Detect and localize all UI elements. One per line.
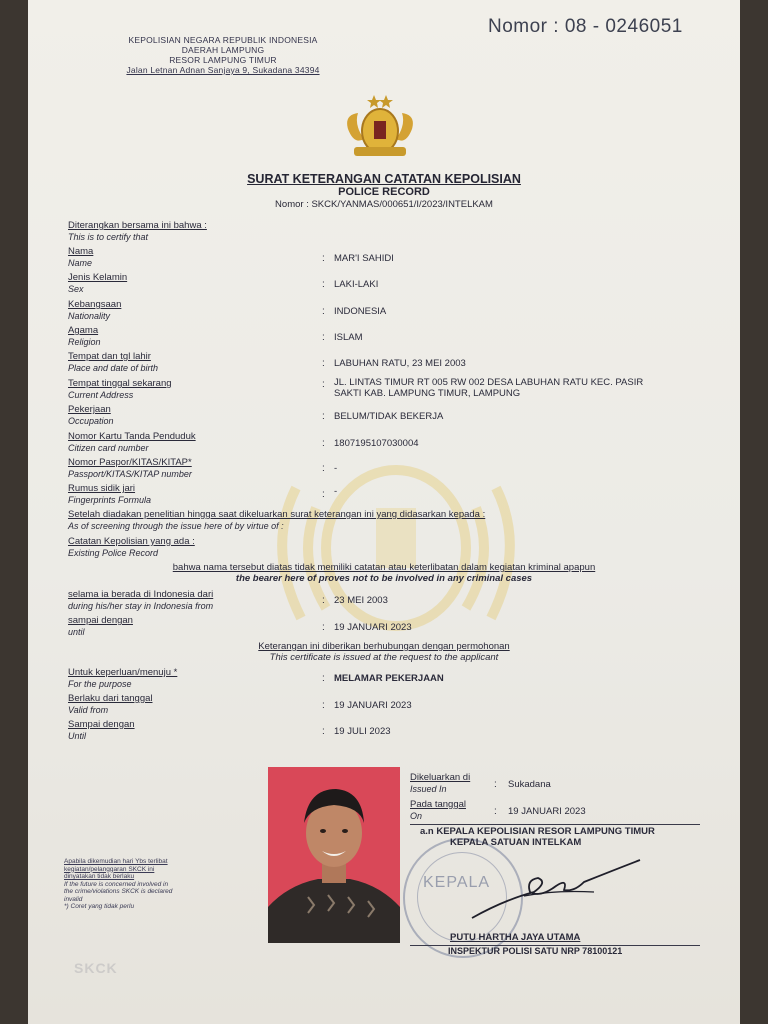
- field-en: Sex: [68, 283, 84, 294]
- header-line2: DAERAH LAMPUNG: [181, 45, 265, 55]
- footnote-en: If the future is concerned involved in the crime/violations SKCK is declared invalid: [64, 880, 173, 903]
- field-label-name: [68, 247, 93, 268]
- field-id: Nama: [68, 246, 94, 257]
- request-id: Keterangan ini diberikan berhubungan dengan permohonan: [258, 641, 510, 652]
- document-subtitle: POLICE RECORD: [338, 186, 430, 198]
- colon: :: [322, 279, 325, 290]
- issued-date-label: [410, 800, 466, 821]
- colon: :: [494, 806, 497, 817]
- field-label-ktp: [68, 432, 196, 453]
- stay-until-value: 19 JANUARI 2023: [334, 622, 412, 633]
- stamp-text: KEPALA: [423, 874, 491, 891]
- valid-from-id: Berlaku dari tanggal: [68, 693, 153, 704]
- record-statement: [28, 563, 740, 584]
- field-en: Religion: [68, 336, 101, 347]
- issued-place-label: [410, 773, 470, 794]
- signature: [464, 856, 644, 926]
- field-value-fingerprint: -: [334, 486, 338, 497]
- document-title: SURAT KETERANGAN CATATAN KEPOLISIAN: [247, 172, 521, 186]
- field-en: Citizen card number: [68, 442, 149, 453]
- screening-id: Setelah diadakan penelitian hingga saat dikeluarkan surat keterangan ini yang didasarkan kepada :: [68, 509, 486, 520]
- field-label-occupation: [68, 405, 114, 426]
- screening-en: As of screening through the issue here of by virtue of :: [68, 520, 284, 531]
- signer-rule-top: [410, 824, 700, 825]
- field-value-birth: LABUHAN RATU, 23 MEI 2003: [334, 358, 466, 369]
- address-line2: SAKTI KAB. LAMPUNG TIMUR, LAMPUNG: [334, 388, 521, 399]
- stay-from-value: 23 MEI 2003: [334, 595, 388, 606]
- colon: :: [322, 595, 325, 606]
- colon: :: [494, 779, 497, 790]
- valid-from-en: Valid from: [68, 704, 109, 715]
- field-label-fingerprint: [68, 484, 151, 505]
- police-record-document: [28, 0, 740, 1024]
- field-en: Occupation: [68, 415, 114, 426]
- police-emblem-icon: [340, 93, 420, 159]
- stay-from-label: [68, 590, 213, 611]
- issued-date-en: On: [410, 810, 423, 821]
- existing-id: Catatan Kepolisian yang ada :: [68, 536, 195, 547]
- signer-rank: INSPEKTUR POLISI SATU NRP 78100121: [448, 946, 623, 956]
- colon: :: [322, 411, 325, 422]
- field-id: Rumus sidik jari: [68, 483, 136, 494]
- header-line1: KEPOLISIAN NEGARA REPUBLIK INDONESIA: [128, 35, 318, 45]
- field-id: Kebangsaan: [68, 299, 122, 310]
- field-en: Fingerprints Formula: [68, 494, 152, 505]
- field-value-name: MAR'I SAHIDI: [334, 253, 394, 264]
- field-label-religion: [68, 326, 101, 347]
- field-id: Nomor Paspor/KITAS/KITAP*: [68, 457, 192, 468]
- issued-place-id: Dikeluarkan di: [410, 772, 471, 783]
- field-id: Tempat dan tgl lahir: [68, 351, 151, 362]
- document-number: Nomor : SKCK/YANMAS/000651/I/2023/INTELKAM: [275, 199, 493, 210]
- field-id: Tempat tinggal sekarang: [68, 378, 172, 389]
- stay-until-label: [68, 616, 133, 637]
- colon: :: [322, 700, 325, 711]
- colon: :: [322, 332, 325, 343]
- colon: :: [322, 358, 325, 369]
- stay-en: during his/her stay in Indonesia from: [68, 600, 214, 611]
- signer-position: KEPALA SATUAN INTELKAM: [450, 837, 582, 848]
- emblem-watermark: [256, 448, 536, 648]
- field-en: Place and date of birth: [68, 362, 159, 373]
- stay-id: selama ia berada di Indonesia dari: [68, 589, 214, 600]
- field-value-sex: LAKI-LAKI: [334, 279, 379, 290]
- purpose-id: Untuk keperluan/menuju *: [68, 667, 178, 678]
- valid-from-value: 19 JANUARI 2023: [334, 700, 412, 711]
- footnote-star: *) Coret yang tidak perlu: [64, 903, 135, 910]
- colon: :: [322, 622, 325, 633]
- issued-place-value: Sukadana: [508, 779, 551, 790]
- field-value-religion: ISLAM: [334, 332, 363, 343]
- valid-until-en: Until: [68, 730, 87, 741]
- field-value-passport: -: [334, 463, 338, 474]
- valid-until-id: Sampai dengan: [68, 719, 135, 730]
- screening-text: [68, 510, 485, 531]
- field-value-nationality: INDONESIA: [334, 306, 387, 317]
- field-value-occupation: BELUM/TIDAK BEKERJA: [334, 411, 444, 422]
- field-label-birth: [68, 352, 158, 373]
- field-id: Jenis Kelamin: [68, 272, 128, 283]
- stay-id: sampai dengan: [68, 615, 133, 626]
- skck-watermark-text: SKCK: [74, 960, 118, 976]
- field-label-nationality: [68, 300, 121, 321]
- footnote-id: Apabila dikemudian hari Ybs terlibat kegiatan/pelanggaran SKCK ini dinyatakan tidak berlaku: [64, 858, 168, 880]
- colon: :: [322, 673, 325, 684]
- field-label-address: [68, 379, 172, 400]
- purpose-label: [68, 668, 177, 689]
- colon: :: [322, 379, 325, 390]
- colon: :: [322, 306, 325, 317]
- request-statement: [28, 642, 740, 663]
- signer-name: PUTU HARTHA JAYA UTAMA: [450, 932, 581, 943]
- issued-date-value: 19 JANUARI 2023: [508, 806, 586, 817]
- header-line3: RESOR LAMPUNG TIMUR: [169, 55, 277, 65]
- issued-date-id: Pada tanggal: [410, 799, 466, 810]
- colon: :: [322, 253, 325, 264]
- stay-en: until: [68, 626, 85, 637]
- field-value-address: [334, 377, 664, 399]
- request-en: This certificate is issued at the request to the applicant: [269, 651, 499, 663]
- field-label-sex: [68, 273, 127, 294]
- purpose-value: MELAMAR PEKERJAAN: [334, 673, 444, 684]
- header-block: [110, 35, 336, 75]
- signer-on-behalf: a.n KEPALA KEPOLISIAN RESOR LAMPUNG TIMUR: [420, 826, 655, 837]
- field-id: Pekerjaan: [68, 404, 111, 415]
- intro-id: Diterangkan bersama ini bahwa :: [68, 220, 207, 231]
- footnote: [64, 858, 174, 911]
- intro-label: [68, 221, 207, 242]
- statement-id: bahwa nama tersebut diatas tidak memiliki catatan atau keterlibatan dalam kegiatan kriminal apapun: [172, 562, 596, 573]
- existing-en: Existing Police Record: [68, 547, 159, 558]
- field-en: Passport/KITAS/KITAP number: [68, 468, 192, 479]
- issued-place-en: Issued In: [410, 783, 447, 794]
- valid-until-label: [68, 720, 135, 741]
- valid-until-value: 19 JULI 2023: [334, 726, 391, 737]
- colon: :: [322, 463, 325, 474]
- field-id: Nomor Kartu Tanda Penduduk: [68, 431, 196, 442]
- intro-en: This is to certify that: [68, 231, 149, 242]
- address-line1: JL. LINTAS TIMUR RT 005 RW 002 DESA LABUHAN RATU KEC. PASIR: [334, 377, 644, 388]
- colon: :: [322, 726, 325, 737]
- valid-from-label: [68, 694, 153, 715]
- applicant-photo: [268, 767, 400, 943]
- field-id: Agama: [68, 325, 99, 336]
- existing-record-label: [68, 537, 195, 558]
- field-en: Name: [68, 257, 93, 268]
- header-address: Jalan Letnan Adnan Sanjaya 9, Sukadana 34394: [126, 65, 320, 75]
- serial-number: Nomor : 08 - 0246051: [488, 16, 683, 37]
- statement-en: the bearer here of proves not to be involved in any criminal cases: [235, 572, 533, 584]
- field-en: Nationality: [68, 310, 111, 321]
- purpose-en: For the purpose: [68, 678, 132, 689]
- colon: :: [322, 489, 325, 500]
- field-value-ktp: 1807195107030004: [334, 438, 419, 449]
- field-en: Current Address: [68, 389, 134, 400]
- field-label-passport: [68, 458, 192, 479]
- colon: :: [322, 438, 325, 449]
